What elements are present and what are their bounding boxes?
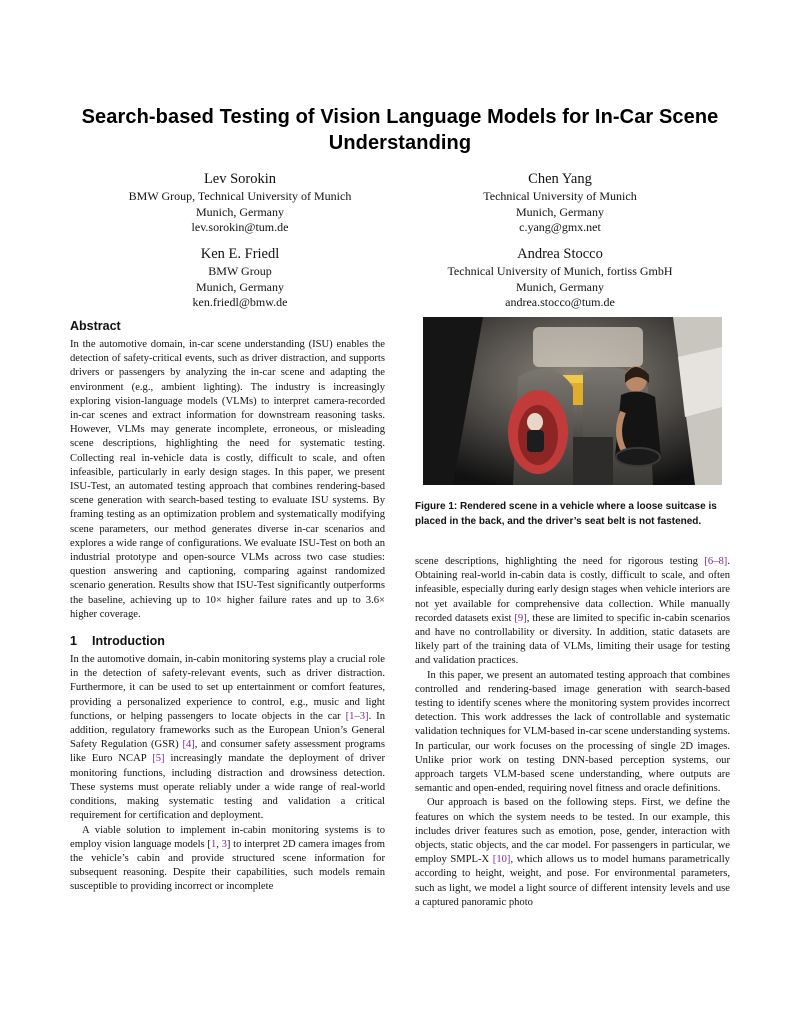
- abstract-text: In the automotive domain, in-car scene understanding (ISU) enables the detection of safety-critical events, such as driver distraction, and supports drivers or passengers by analyzing the in-car scene and adapting the environment (e.g., ambient lighting). The industry is increasingly exploring vision-language models (VLMs) to interpret camera-recorded in-car scenes and extract information for downstream reasoning tasks. However, VLMs may generate incomplete, erroneous, or misleading scene descriptions, highlighting the need for systematic testing. Collecting real in-vehicle data is costly, difficult to scale, and often infeasible, particularly in early design stages. In this paper, we present ISU-Test, an automated testing approach that combines rendering-based scene generation with search-based testing to evaluate ISU systems. By framing testing as an optimization problem and systematically modifying scene parameters, our method generates diverse in-car scenarios and explores a wide range of configurations. We evaluate ISU-Test on both an industrial prototype and open-source VLMs across two case studies: question answering and captioning, comparing against randomized scenario generation. Results show that ISU-Test significantly outperforms the baseline, achieving up to 10× higher failure rates and up to 3.6× higher coverage.: [70, 339, 385, 620]
- author-name: Lev Sorokin: [203, 171, 277, 187]
- author-location: Munich, Germany: [516, 204, 604, 219]
- text-run: . Obtaining real-world in-cabin data is costly, difficult to scale, and often infeasible, especially during early design stages when vehicle interiors are not yet available for comprehensive data collection. While manually recorded datasets exist: [415, 556, 730, 624]
- intro-paragraph-4: In this paper, we present an automated testing approach that combines controlled and rendering-based image generation with search-based testing to identify scenes where the monitoring system provides incorrect detection. This work addresses the lack of controllable and systematic validation techniques for VLM-based in-car scene understanding systems. In particular, our work focuses on the processing of single 2D images. Unlike prior work on testing DNN-based perception systems, our approach targets VLM-based scene understanding, where outputs are semantic and open-ended, requiring novel fitness and oracle definitions.: [415, 669, 730, 795]
- left-column: [70, 318, 385, 895]
- car-interior-illustration: [423, 317, 722, 485]
- intro-paragraph-1: [70, 653, 385, 823]
- citation-link[interactable]: [5]: [152, 753, 165, 765]
- author-email: andrea.stocco@tum.de: [505, 295, 615, 309]
- citation-link[interactable]: [1–3]: [345, 710, 369, 722]
- text-run: ] to interpret 2D camera images from the vehicle’s cabin and provide structured scene information for subsequent reasoning. Despite their capabilities, such models remain susceptible to providing incorrect or incomplete: [70, 838, 386, 893]
- author-block-4: [410, 245, 710, 311]
- text-run: ,: [216, 838, 222, 850]
- text-run: Our approach is based on the following steps. First, we define the features on which the system needs to be tested. In our example, this includes driver features such as emotion, pose, gender, interaction with objects, static objects, and the car model. For passengers in particular, we employ SMPL-X: [415, 797, 730, 866]
- intro-heading: [70, 633, 385, 649]
- text-run: , and consumer safety assessment programs like Euro NCAP: [70, 739, 385, 765]
- author-email: c.yang@gmx.net: [519, 220, 601, 234]
- author-email: ken.friedl@bmw.de: [192, 295, 288, 309]
- author-name: Andrea Stocco: [517, 246, 603, 262]
- author-name: Chen Yang: [528, 171, 592, 187]
- author-location: Munich, Germany: [516, 279, 604, 294]
- text-run: In the automotive domain, in-cabin monitoring systems play a crucial role in the detection of safety-relevant events, such as driver distraction. Furthermore, it can be used to set up entertainment or comfort features, providing a personalized experience to control, e.g., music and light functions, or helping passengers to locate objects in the car: [70, 654, 385, 722]
- text-run: , these are limited to specific in-cabin scenarios and have no controllability or diversity. In addition, static datasets are likely part of the training data of VLMs, limiting their usage for testing and validation practices.: [415, 612, 730, 667]
- section-number: 1: [70, 634, 77, 649]
- paper-title: Search-based Testing of Vision Language Models for In-Car Scene Understanding: [81, 106, 719, 154]
- author-affiliation: Technical University of Munich: [483, 189, 637, 203]
- author-affiliation: Technical University of Munich, fortiss GmbH: [447, 264, 673, 278]
- text-run: A viable solution to implement in-cabin monitoring systems is to employ vision language models [: [70, 824, 385, 850]
- citation-link[interactable]: 1: [210, 838, 217, 850]
- intro-paragraph-3: [415, 555, 730, 669]
- citation-link[interactable]: 3: [221, 838, 227, 850]
- text-run: scene descriptions, highlighting the need for rigorous testing: [415, 556, 705, 567]
- intro-paragraph-2: [70, 824, 385, 895]
- figure-car-interior-render: [423, 317, 722, 485]
- abstract-heading: Abstract: [70, 319, 121, 333]
- right-column: [415, 555, 730, 910]
- section-title: Introduction: [92, 634, 165, 649]
- author-location: Munich, Germany: [196, 279, 284, 294]
- author-location: Munich, Germany: [196, 204, 284, 219]
- citation-link[interactable]: [9]: [514, 612, 527, 624]
- author-block-3: [90, 245, 390, 311]
- author-block-2: [410, 170, 710, 236]
- author-email: lev.sorokin@tum.de: [191, 220, 289, 234]
- author-affiliation: BMW Group: [208, 264, 272, 278]
- citation-link[interactable]: [10]: [492, 854, 511, 866]
- author-affiliation: BMW Group, Technical University of Munich: [128, 189, 352, 203]
- citation-link[interactable]: [4]: [182, 739, 195, 751]
- text-run: . In addition, regulatory frameworks such as the European Union’s General Safety Regulation (GSR): [70, 710, 385, 751]
- citation-link[interactable]: [6–8]: [704, 556, 728, 567]
- text-run: , which allows us to model humans parametrically according to height, weight, and pose. For environmental parameters, such as light, we model a light source of different intensity levels and use a captured panoramic photo: [415, 854, 730, 908]
- intro-paragraph-5: [415, 796, 730, 910]
- author-block-1: [90, 170, 390, 236]
- author-name: Ken E. Friedl: [200, 246, 280, 262]
- text-run: increasingly mandate the deployment of driver monitoring functions, including distraction and drowsiness detection. These systems must operate reliably under a wide range of real-world conditions, making systematic testing and validation a critical requirement for certification and deployment.: [70, 753, 385, 822]
- figure-caption: Figure 1: Rendered scene in a vehicle where a loose suitcase is placed in the back, and the driver’s seat belt is not fastened.: [415, 501, 717, 527]
